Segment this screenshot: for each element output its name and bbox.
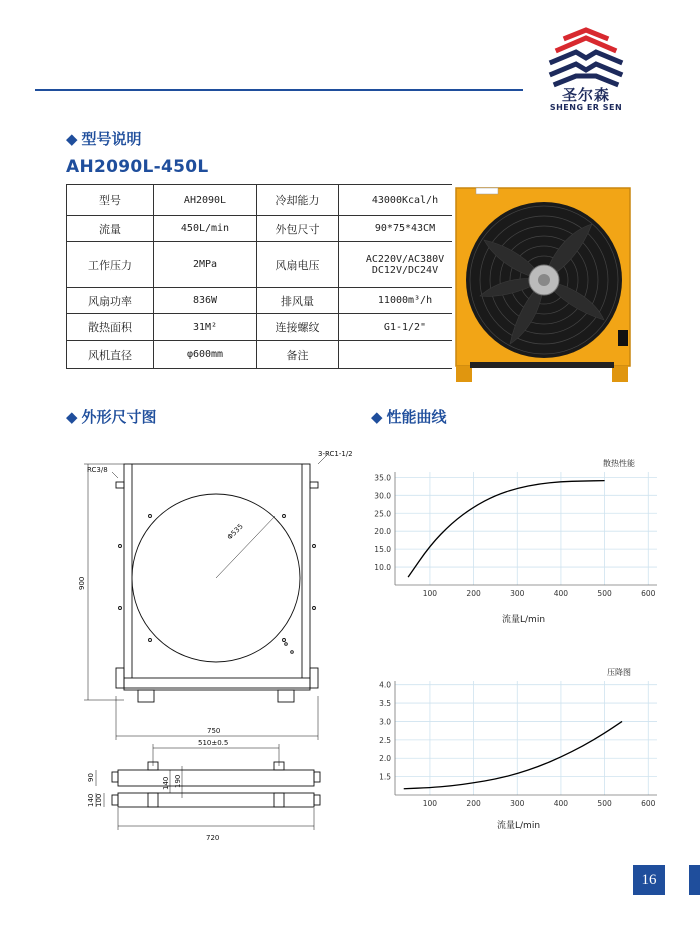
x-tick-label: 500 <box>597 799 612 808</box>
spec-value: AH2090L <box>154 185 257 216</box>
x-tick-label: 600 <box>641 589 656 598</box>
spec-value: 90*75*43CM <box>339 216 472 242</box>
y-tick-label: 2.5 <box>379 735 391 745</box>
diamond-bullet-icon: ◆ <box>66 408 78 426</box>
spec-value: G1-1/2" <box>339 314 472 341</box>
header-rule <box>35 89 523 91</box>
y-tick-label: 2.0 <box>379 754 391 764</box>
y-tick-label: 35.0 <box>374 473 391 483</box>
chart-title: 压降图 <box>607 668 631 677</box>
dim-circle-dia: Φ535 <box>225 522 245 542</box>
x-tick-label: 200 <box>466 799 481 808</box>
spec-value: 31M² <box>154 314 257 341</box>
y-tick-label: 15.0 <box>374 545 391 555</box>
dim-port-left: RC3/8 <box>87 466 108 474</box>
y-tick-label: 3.5 <box>379 699 391 709</box>
brand-name-cn: 圣尔森 <box>561 86 610 104</box>
y-tick-label: 10.0 <box>374 563 391 573</box>
diamond-bullet-icon: ◆ <box>66 130 78 148</box>
spec-row <box>67 242 472 288</box>
spec-value: AC220V/AC380V DC12V/DC24V <box>339 242 472 288</box>
dim-depth: 90 <box>87 773 95 782</box>
spec-label: 排风量 <box>257 288 339 314</box>
section-title-model: ◆ 型号说明 <box>66 130 142 148</box>
x-tick-label: 100 <box>422 799 438 808</box>
dim-width: 750 <box>207 727 221 735</box>
chart1-xlabel: 流量L/min <box>502 615 546 625</box>
spec-label: 风扇功率 <box>67 288 154 314</box>
page-number: 16 <box>633 865 665 895</box>
x-tick-label: 300 <box>510 589 525 598</box>
spec-label: 型号 <box>67 185 154 216</box>
chart-heat-performance <box>360 452 656 627</box>
spec-row <box>67 185 472 216</box>
product-photo <box>452 180 632 390</box>
x-tick-label: 100 <box>422 589 438 598</box>
spec-label: 风机直径 <box>67 341 154 369</box>
spec-row <box>67 341 472 369</box>
spec-label: 外包尺寸 <box>257 216 339 242</box>
outline-drawing <box>70 448 360 858</box>
x-tick-label: 300 <box>510 799 525 808</box>
chart2-xlabel: 流量L/min <box>497 821 541 831</box>
spec-label: 连接螺纹 <box>257 314 339 341</box>
spec-label: 风扇电压 <box>257 242 339 288</box>
y-tick-label: 3.0 <box>379 717 391 727</box>
dim-hole-spacing: 510±0.5 <box>198 739 229 747</box>
chart-pressure-drop <box>360 655 656 835</box>
brand-name-en: SHENG ER SEN <box>549 103 623 112</box>
dim-100: 100 <box>95 793 103 807</box>
spec-row <box>67 288 472 314</box>
spec-value: 450L/min <box>154 216 257 242</box>
x-tick-label: 500 <box>597 589 612 598</box>
spec-value: 43000Kcal/h <box>339 185 472 216</box>
spec-label: 冷却能力 <box>257 185 339 216</box>
spec-value: 836W <box>154 288 257 314</box>
section-title-outline: ◆ 外形尺寸图 <box>66 408 157 426</box>
x-tick-label: 400 <box>553 799 569 808</box>
spec-label: 散热面积 <box>67 314 154 341</box>
spec-label: 流量 <box>67 216 154 242</box>
y-tick-label: 25.0 <box>374 509 391 519</box>
side-accent-bar <box>689 865 700 895</box>
spec-value: φ600mm <box>154 341 257 369</box>
dim-190: 190 <box>174 774 182 788</box>
brand-logo-icon <box>546 28 626 86</box>
y-tick-label: 1.5 <box>379 772 391 782</box>
x-tick-label: 400 <box>553 589 569 598</box>
spec-table <box>66 184 472 369</box>
dim-bottom-width: 720 <box>206 834 220 842</box>
spec-row <box>67 314 472 341</box>
y-tick-label: 20.0 <box>374 527 391 537</box>
spec-value: 11000m³/h <box>339 288 472 314</box>
diamond-bullet-icon: ◆ <box>371 408 383 426</box>
chart-title: 散热性能 <box>603 459 635 468</box>
spec-label: 工作压力 <box>67 242 154 288</box>
model-title: AH2090L-450L <box>66 157 209 177</box>
series-line <box>404 721 622 788</box>
x-tick-label: 600 <box>641 799 656 808</box>
dim-port-top: 3-RC1-1/2 <box>318 450 353 458</box>
y-tick-label: 30.0 <box>374 491 391 501</box>
section-title-performance: ◆ 性能曲线 <box>371 408 447 426</box>
spec-label: 备注 <box>257 341 339 369</box>
dim-140b: 140 <box>87 793 95 807</box>
dim-140: 140 <box>162 776 170 790</box>
dim-height: 900 <box>78 576 86 590</box>
spec-row <box>67 216 472 242</box>
spec-value: 2MPa <box>154 242 257 288</box>
y-tick-label: 4.0 <box>379 680 391 690</box>
x-tick-label: 200 <box>466 589 481 598</box>
